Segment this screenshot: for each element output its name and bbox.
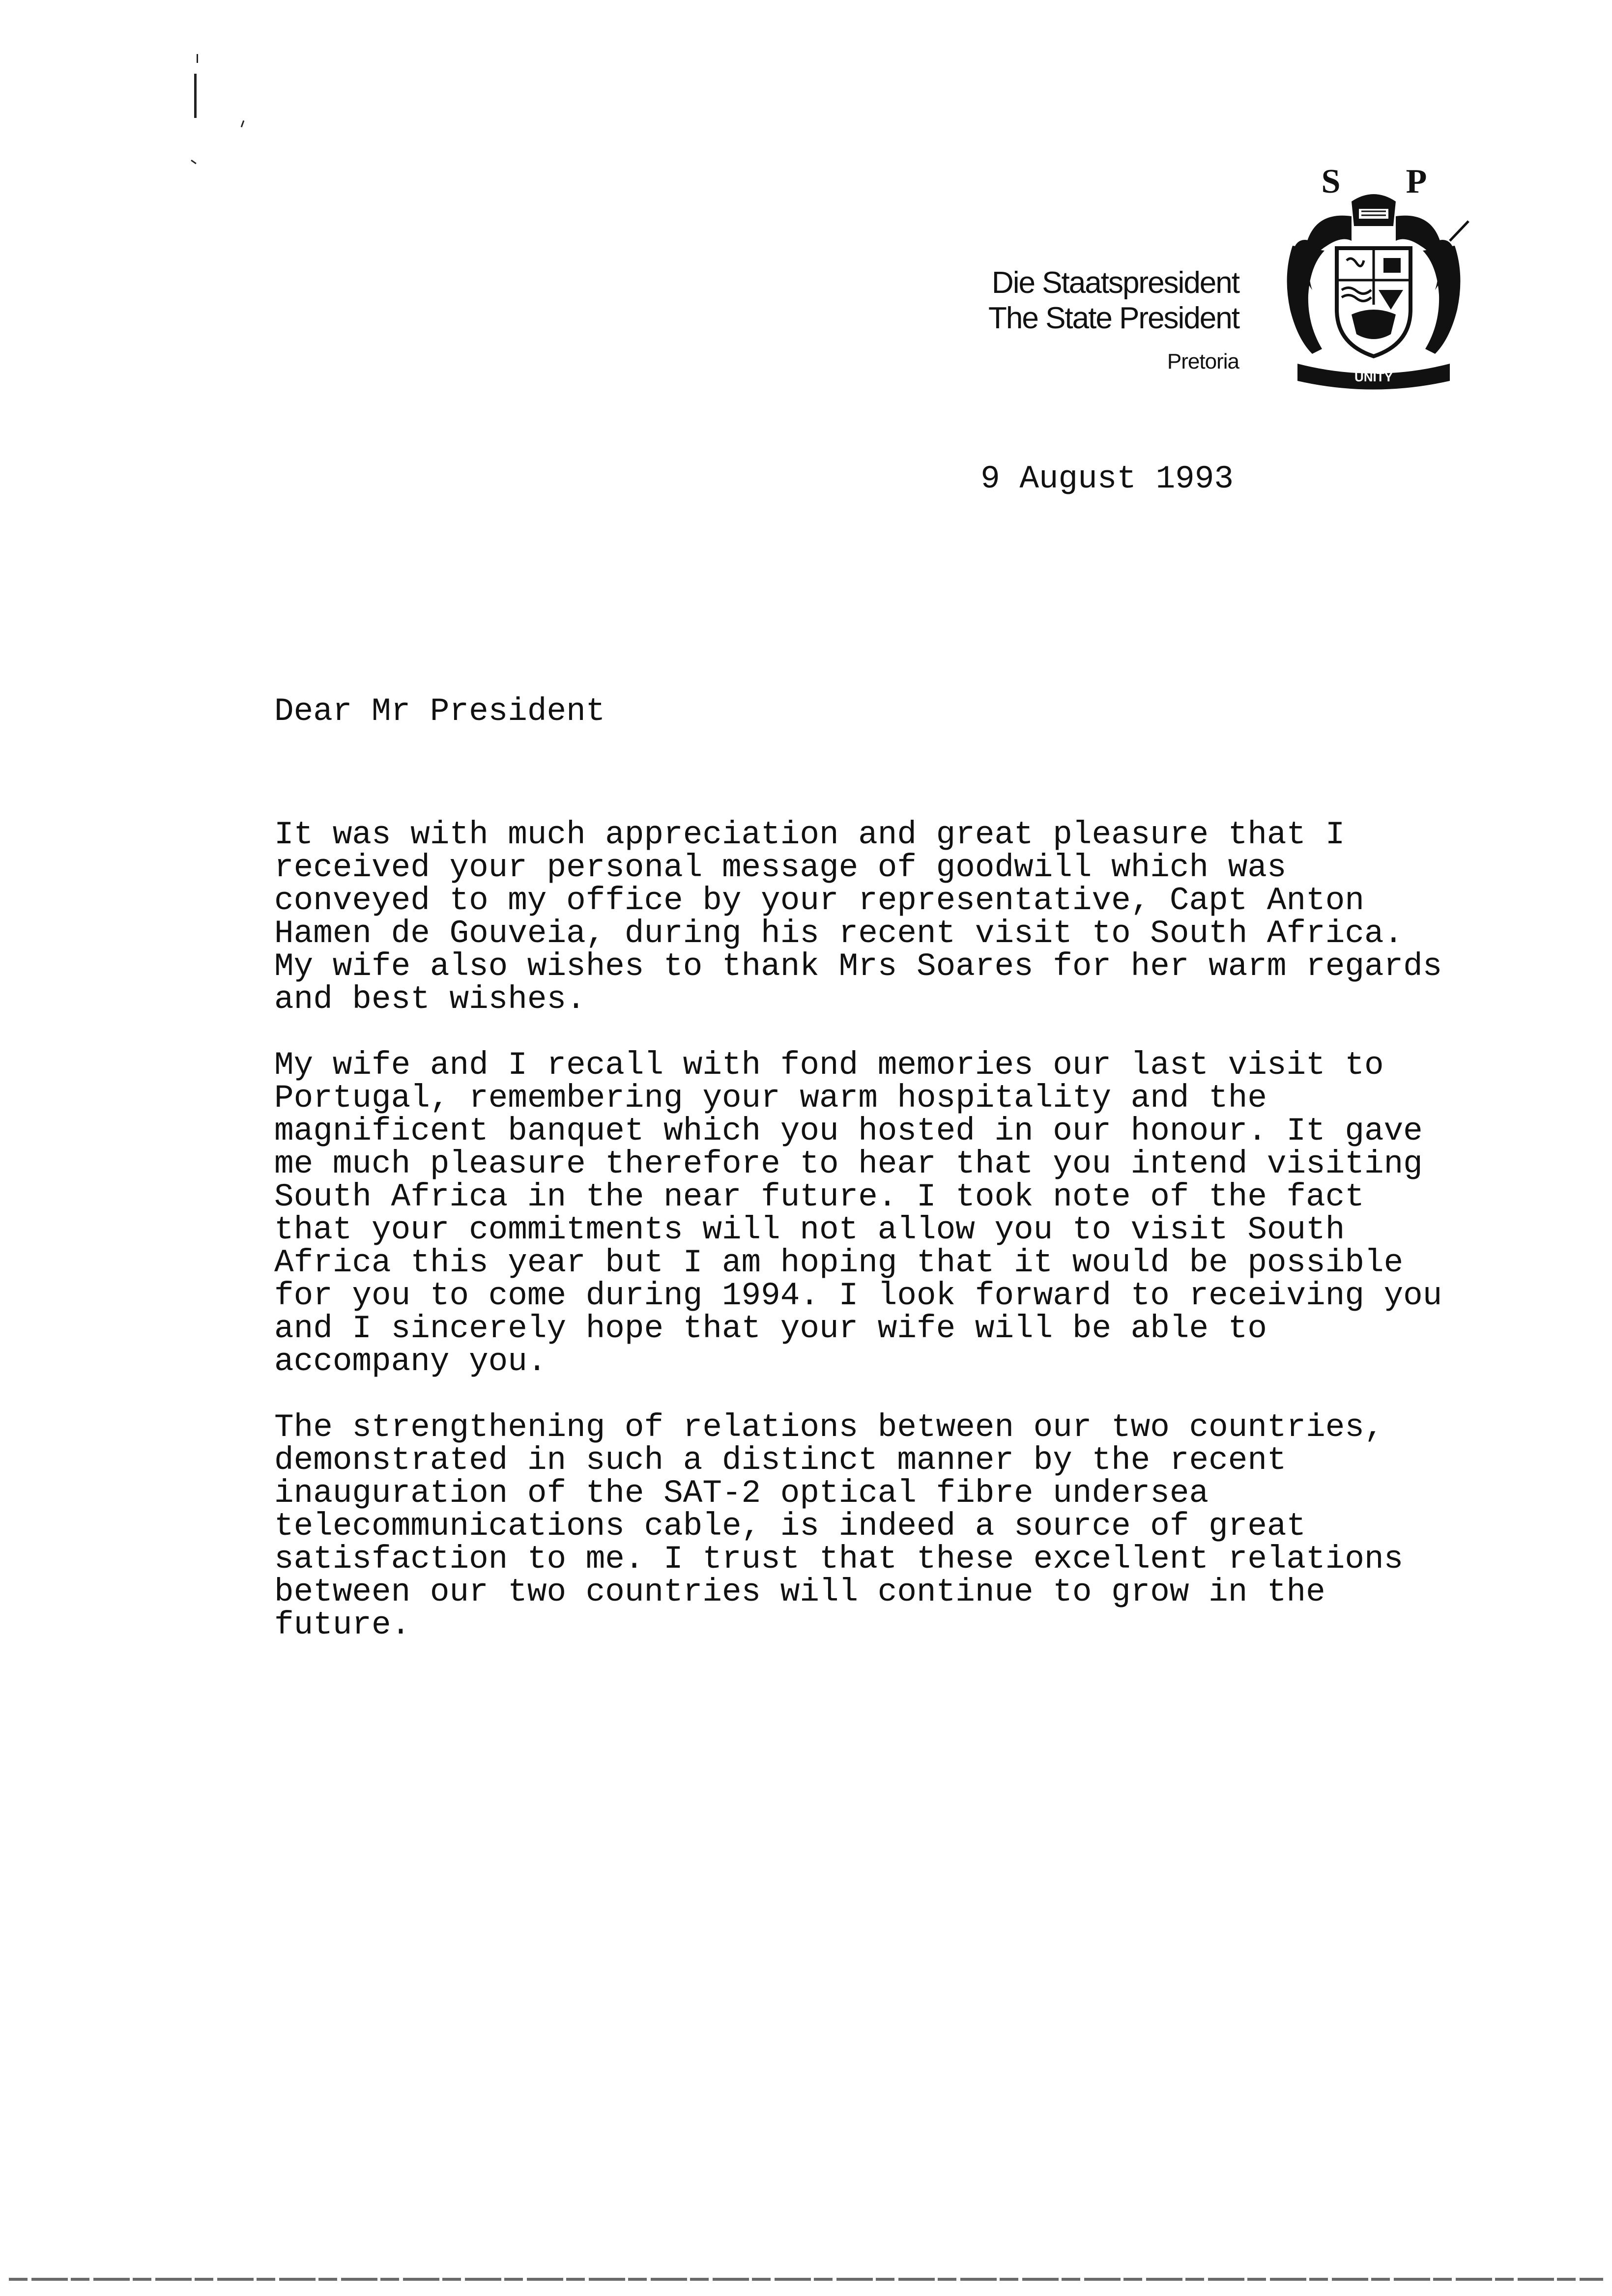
- letterhead-city: Pretoria: [1167, 349, 1239, 373]
- body-line: My wife and I recall with fond memories our last visit to: [274, 1047, 1384, 1084]
- letterhead-title-afrikaans: Die Staatspresident: [991, 266, 1239, 300]
- body-line: and I sincerely hope that your wife will be able to: [274, 1310, 1267, 1347]
- body-line: My wife also wishes to thank Mrs Soares for her warm regards: [274, 948, 1442, 985]
- body-line: conveyed to my office by your representative, Capt Anton: [274, 882, 1364, 919]
- paragraph-3: [274, 1411, 1483, 1641]
- body-line: and best wishes.: [274, 981, 586, 1018]
- body-line: It was with much appreciation and great pleasure that I: [274, 816, 1345, 853]
- footer-rule: [9, 2278, 1603, 2281]
- letter-body: [274, 818, 1483, 1674]
- paragraph-1: [274, 818, 1483, 1016]
- scan-mark: [241, 120, 245, 127]
- letterhead: [988, 265, 1239, 376]
- body-line: Africa this year but I am hoping that it would be possible: [274, 1244, 1404, 1281]
- letter-date: 9 August 1993: [980, 460, 1234, 497]
- body-line: Hamen de Gouveia, during his recent visit to South Africa.: [274, 915, 1404, 952]
- scan-mark: [194, 74, 197, 118]
- body-line: between our two countries will continue to grow in the: [274, 1574, 1325, 1610]
- body-line: inauguration of the SAT-2 optical fibre undersea: [274, 1475, 1209, 1512]
- salutation: Dear Mr President: [274, 693, 605, 730]
- body-line: South Africa in the near future. I took note of the fact: [274, 1178, 1364, 1215]
- body-line: satisfaction to me. I trust that these excellent relations: [274, 1541, 1404, 1578]
- svg-text:S: S: [1321, 163, 1341, 201]
- body-line: future.: [274, 1607, 411, 1643]
- body-line: me much pleasure therefore to hear that you intend visiting: [274, 1146, 1423, 1182]
- body-line: magnificent banquet which you hosted in our honour. It gave: [274, 1113, 1423, 1149]
- coat-of-arms-icon: [1278, 162, 1469, 393]
- body-line: Portugal, remembering your warm hospitality and the: [274, 1080, 1267, 1117]
- body-line: The strengthening of relations between our two countries,: [274, 1409, 1384, 1446]
- scan-mark: [191, 160, 197, 164]
- svg-text:P: P: [1406, 163, 1427, 201]
- crest-motto: UNITY: [1354, 370, 1393, 384]
- body-line: for you to come during 1994. I look forward to receiving you: [274, 1277, 1442, 1314]
- body-line: that your commitments will not allow you to visit South: [274, 1211, 1345, 1248]
- scan-mark: [197, 54, 198, 63]
- letterhead-title-english: The State President: [988, 301, 1239, 335]
- paragraph-2: [274, 1049, 1483, 1378]
- body-line: accompany you.: [274, 1343, 547, 1380]
- body-line: demonstrated in such a distinct manner by the recent: [274, 1442, 1287, 1479]
- body-line: received your personal message of goodwill which was: [274, 849, 1287, 886]
- body-line: telecommunications cable, is indeed a source of great: [274, 1508, 1306, 1545]
